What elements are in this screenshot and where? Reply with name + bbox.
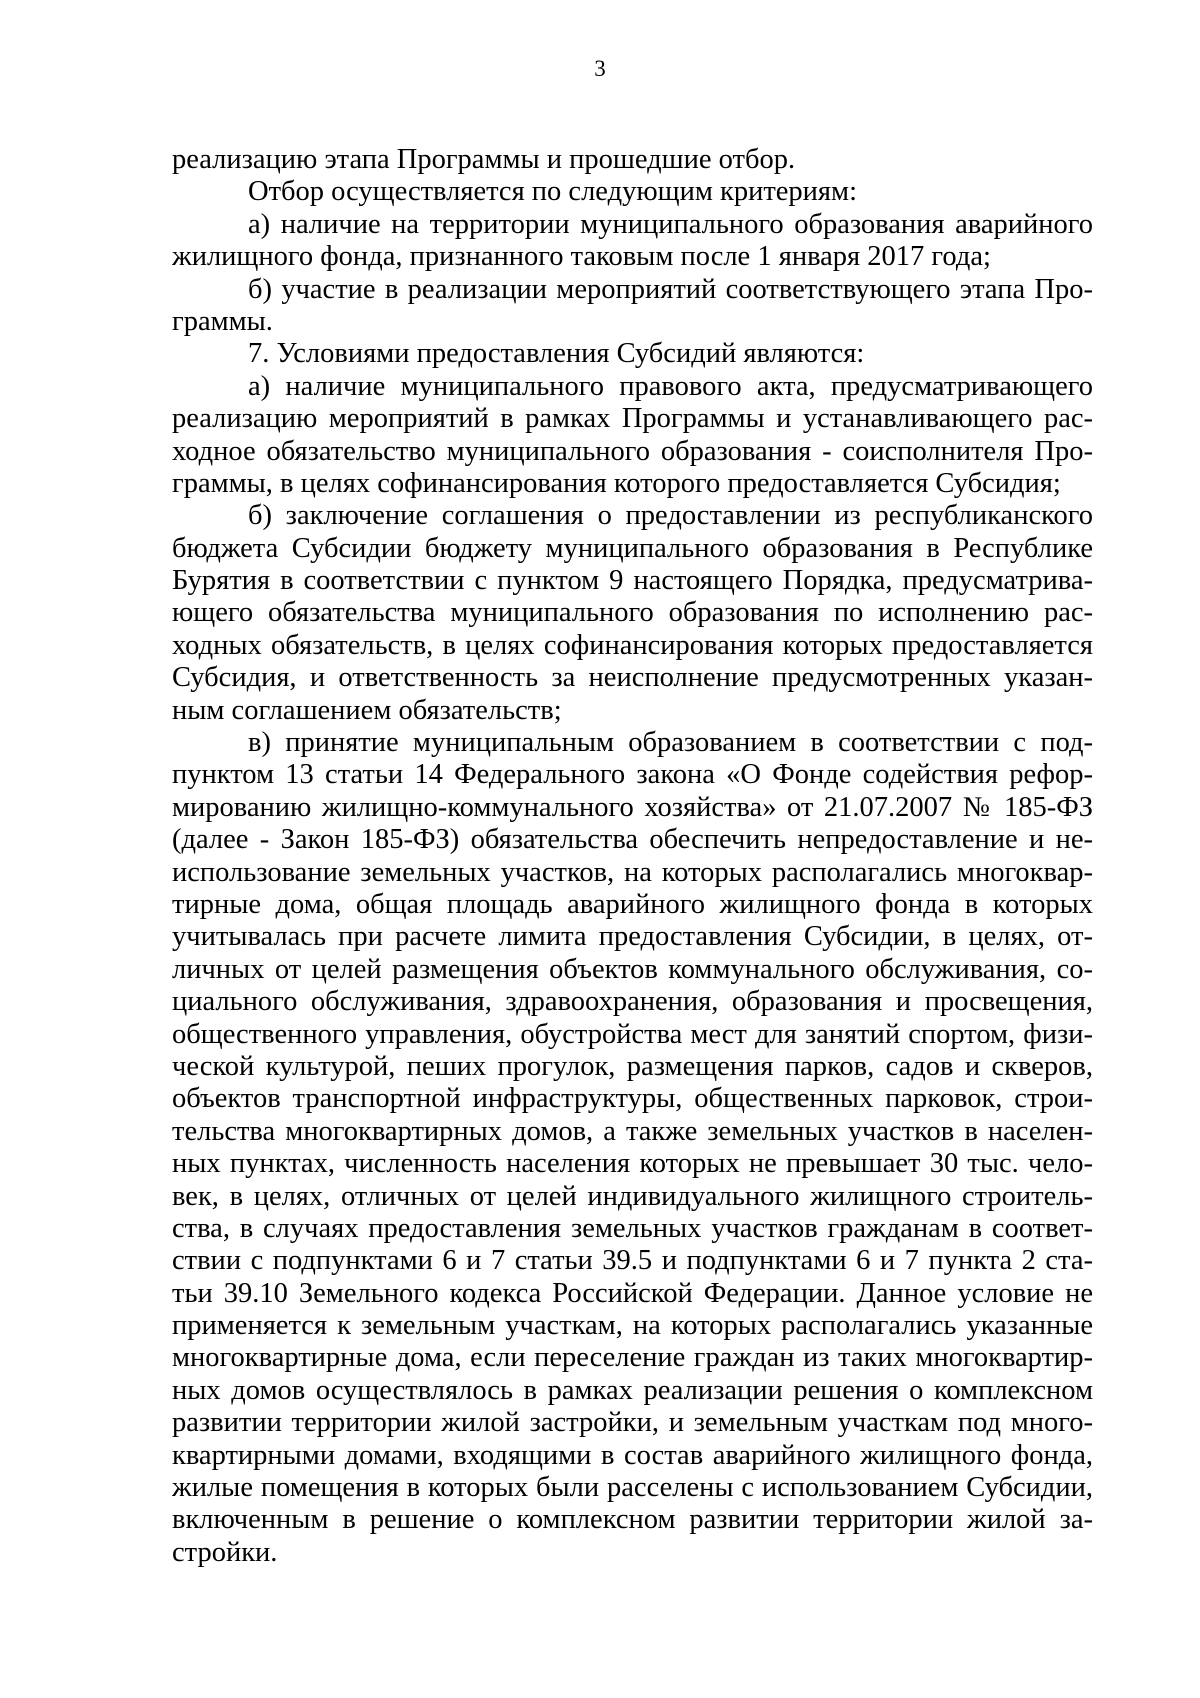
text-line: ходное обязательство муниципального образования - соисполнителя Про- (172, 435, 1093, 467)
text-line: б) заключение соглашения о предоставлении из республиканского (248, 500, 1093, 532)
text-line: ных пунктах, численность населения которых не превышает 30 тыс. чело- (172, 1148, 1093, 1180)
text-line: ным соглашением обязательств; (172, 694, 562, 726)
text-line: реализацию этапа Программы и прошедшие отбор. (172, 144, 796, 175)
text-line: ства, в случаях предоставления земельных участков гражданам в соответ- (172, 1212, 1093, 1244)
text-line: включенным в решение о комплексном развитии территории жилой за- (172, 1504, 1093, 1536)
text-line: циального обслуживания, здравоохранения, образования и просвещения, (172, 986, 1093, 1018)
text-line: реализацию мероприятий в рамках Программы и устанавливающего рас- (172, 403, 1093, 435)
text-line: ных домов осуществлялось в рамках реализации решения о комплексном (172, 1374, 1093, 1406)
text-line: стройки. (172, 1536, 278, 1568)
text-line: личных от целей размещения объектов коммунального обслуживания, со- (172, 953, 1093, 985)
text-line: (далее - Закон 185-ФЗ) обязательства обеспечить непредоставление и не- (172, 824, 1093, 856)
text-line: жилищного фонда, признанного таковым после 1 января 2017 года; (172, 241, 991, 273)
text-line: тирные дома, общая площадь аварийного жилищного фонда в которых (172, 888, 1093, 920)
text-line: развитии территории жилой застройки, и земельным участкам под много- (172, 1407, 1093, 1439)
text-line: ющего обязательства муниципального образования по исполнению рас- (172, 597, 1093, 629)
text-line: Отбор осуществляется по следующим критериям: (248, 176, 857, 208)
text-line: ходных обязательств, в целях софинансирования которых предоставляется (172, 629, 1093, 661)
text-line: а) наличие на территории муниципального образования аварийного (248, 208, 1093, 240)
text-line: пунктом 13 статьи 14 Федерального закона «О Фонде содействия рефор- (172, 759, 1093, 791)
text-line: мированию жилищно-коммунального хозяйства» от 21.07.2007 № 185-ФЗ (172, 791, 1093, 823)
text-line: Бурятия в соответствии с пунктом 9 настоящего Порядка, предусматрива- (172, 565, 1093, 597)
text-line: тьи 39.10 Земельного кодекса Российской Федерации. Данное условие не (172, 1277, 1093, 1309)
text-line: в) принятие муниципальным образованием в соответствии с под- (248, 727, 1093, 759)
text-line: жилые помещения в которых были расселены с использованием Субсидии, (172, 1472, 1093, 1504)
text-line: использование земельных участков, на которых располагались многоквар- (172, 856, 1093, 888)
text-line: ствии с подпунктами 6 и 7 статьи 39.5 и подпунктами 6 и 7 пункта 2 ста- (172, 1245, 1093, 1277)
text-line: а) наличие муниципального правового акта, предусматривающего (248, 370, 1093, 402)
text-line: граммы. (172, 305, 273, 337)
text-line: применяется к земельным участкам, на которых располагались указанные (172, 1310, 1093, 1342)
text-line: квартирными домами, входящими в состав аварийного жилищного фонда, (172, 1439, 1093, 1471)
text-line: граммы, в целях софинансирования которого предоставляется Субсидия; (172, 467, 1061, 499)
text-line: учитывалась при расчете лимита предоставления Субсидии, в целях, от- (172, 921, 1093, 953)
text-line: тельства многоквартирных домов, а также земельных участков в населен- (172, 1115, 1093, 1147)
text-line: бюджета Субсидии бюджету муниципального образования в Республике (172, 532, 1093, 564)
text-line: многоквартирные дома, если переселение граждан из таких многоквартир- (172, 1342, 1093, 1374)
text-line: ческой культурой, пеших прогулок, размещения парков, садов и скверов, (172, 1050, 1093, 1082)
text-line: век, в целях, отличных от целей индивидуального жилищного строитель- (172, 1180, 1093, 1212)
text-line: 7. Условиями предоставления Субсидий являются: (248, 338, 865, 370)
text-line: объектов транспортной инфраструктуры, общественных парковок, строи- (172, 1083, 1093, 1115)
document-body (172, 144, 1093, 1569)
text-line: б) участие в реализации мероприятий соответствующего этапа Про- (248, 273, 1093, 305)
page-number: 3 (594, 56, 606, 81)
text-line: общественного управления, обустройства мест для занятий спортом, физи- (172, 1018, 1093, 1050)
text-line: Субсидия, и ответственность за неисполнение предусмотренных указан- (172, 662, 1093, 694)
